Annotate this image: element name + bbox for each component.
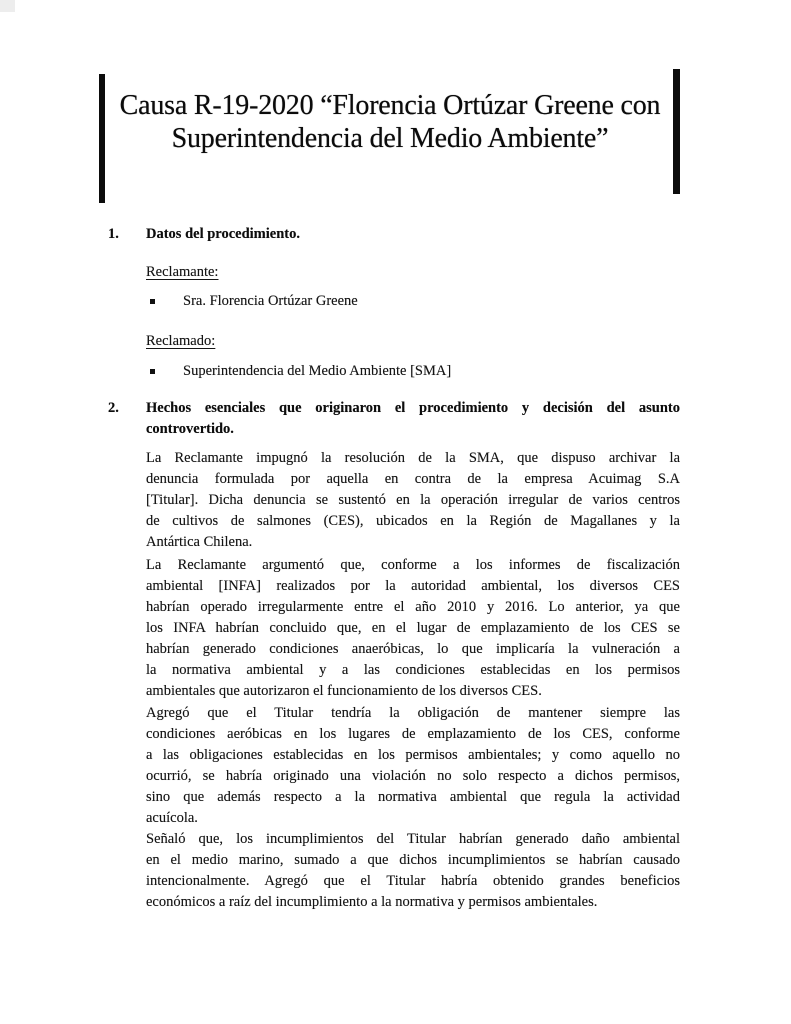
text-line: controvertido. [146,421,234,437]
document-title-line-2: Superintendencia del Medio Ambiente” [171,123,609,154]
paragraph-2 [146,555,680,702]
paragraph-4 [146,829,680,913]
claimant-item-row [150,291,680,312]
document-title [100,89,680,155]
document-body [108,224,680,913]
claimant-name: Sra. Florencia Ortúzar Greene [183,293,358,309]
scan-corner-artifact [0,0,15,12]
text-line: ocurrió, se habría originado una violación no solo respecto a dichos permisos, [146,768,680,784]
paragraph-1 [146,448,680,553]
text-line: la normativa ambiental y a las condiciones establecidas en los permisos [146,662,680,678]
claimant-label-row [146,262,680,283]
text-line: La Reclamante impugnó la resolución de la SMA, que dispuso archivar la [146,450,680,466]
text-line: los INFA habrían concluido que, en el lugar de emplazamiento de los CES se [146,620,680,636]
text-line: [Titular]. Dicha denuncia se sustentó en la operación irregular de varios centros [146,492,680,508]
paragraph-3 [146,703,680,829]
text-line: económicos a raíz del incumplimiento a la normativa y permisos ambientales. [146,894,598,910]
square-bullet-icon [150,299,155,304]
section-2-heading-row [108,398,680,440]
text-line: a las obligaciones establecidas en los permisos ambientales; y como aquello no [146,747,680,763]
text-line: ambiental [INFA] realizados por la autoridad ambiental, los diversos CES [146,578,680,594]
text-line: habrían generado condiciones anaeróbicas, lo que implicaría la vulneración a [146,641,680,657]
respondent-label-row [146,331,680,352]
square-bullet-icon [150,369,155,374]
text-line: La Reclamante argumentó que, conforme a los informes de fiscalización [146,557,680,573]
text-line: condiciones aeróbicas en los lugares de emplazamiento de los CES, conforme [146,726,680,742]
text-line: Antártica Chilena. [146,534,253,550]
text-line: sino que además respecto a la normativa ambiental que regula la actividad [146,789,680,805]
document-title-line-1: Causa R-19-2020 “Florencia Ortúzar Greene con [119,90,661,121]
section-2-heading [146,398,680,440]
respondent-label: Reclamado: [146,333,216,349]
text-line: de cultivos de salmones (CES), ubicados en la Región de Magallanes y la [146,513,680,529]
respondent-item-row [150,361,680,382]
claimant-label: Reclamante: [146,264,219,280]
text-line: Agregó que el Titular tendría la obligación de mantener siempre las [146,705,680,721]
section-1-heading-row [108,224,680,245]
text-line: denuncia formulada por aquella en contra de la empresa Acuimag S.A [146,471,680,487]
text-line: Señaló que, los incumplimientos del Titular habrían generado daño ambiental [146,831,680,847]
section-1-heading: Datos del procedimiento. [146,226,300,242]
section-1-number: 1. [108,226,119,242]
respondent-name: Superintendencia del Medio Ambiente [SMA] [183,363,452,379]
respondent-bullet-col [150,361,183,374]
text-line: habrían operado irregularmente entre el año 2010 y 2016. Lo anterior, ya que [146,599,680,615]
text-line: Hechos esenciales que originaron el procedimiento y decisión del asunto [146,400,680,416]
claimant-bullet-col [150,291,183,304]
text-line: en el medio marino, sumado a que dichos incumplimientos se habrían causado [146,852,680,868]
text-line: intencionalmente. Agregó que el Titular habría obtenido grandes beneficios [146,873,680,889]
section-2-number: 2. [108,400,119,416]
text-line: acuícola. [146,810,198,826]
text-line: ambientales que autorizaron el funcionamiento de los diversos CES. [146,683,542,699]
